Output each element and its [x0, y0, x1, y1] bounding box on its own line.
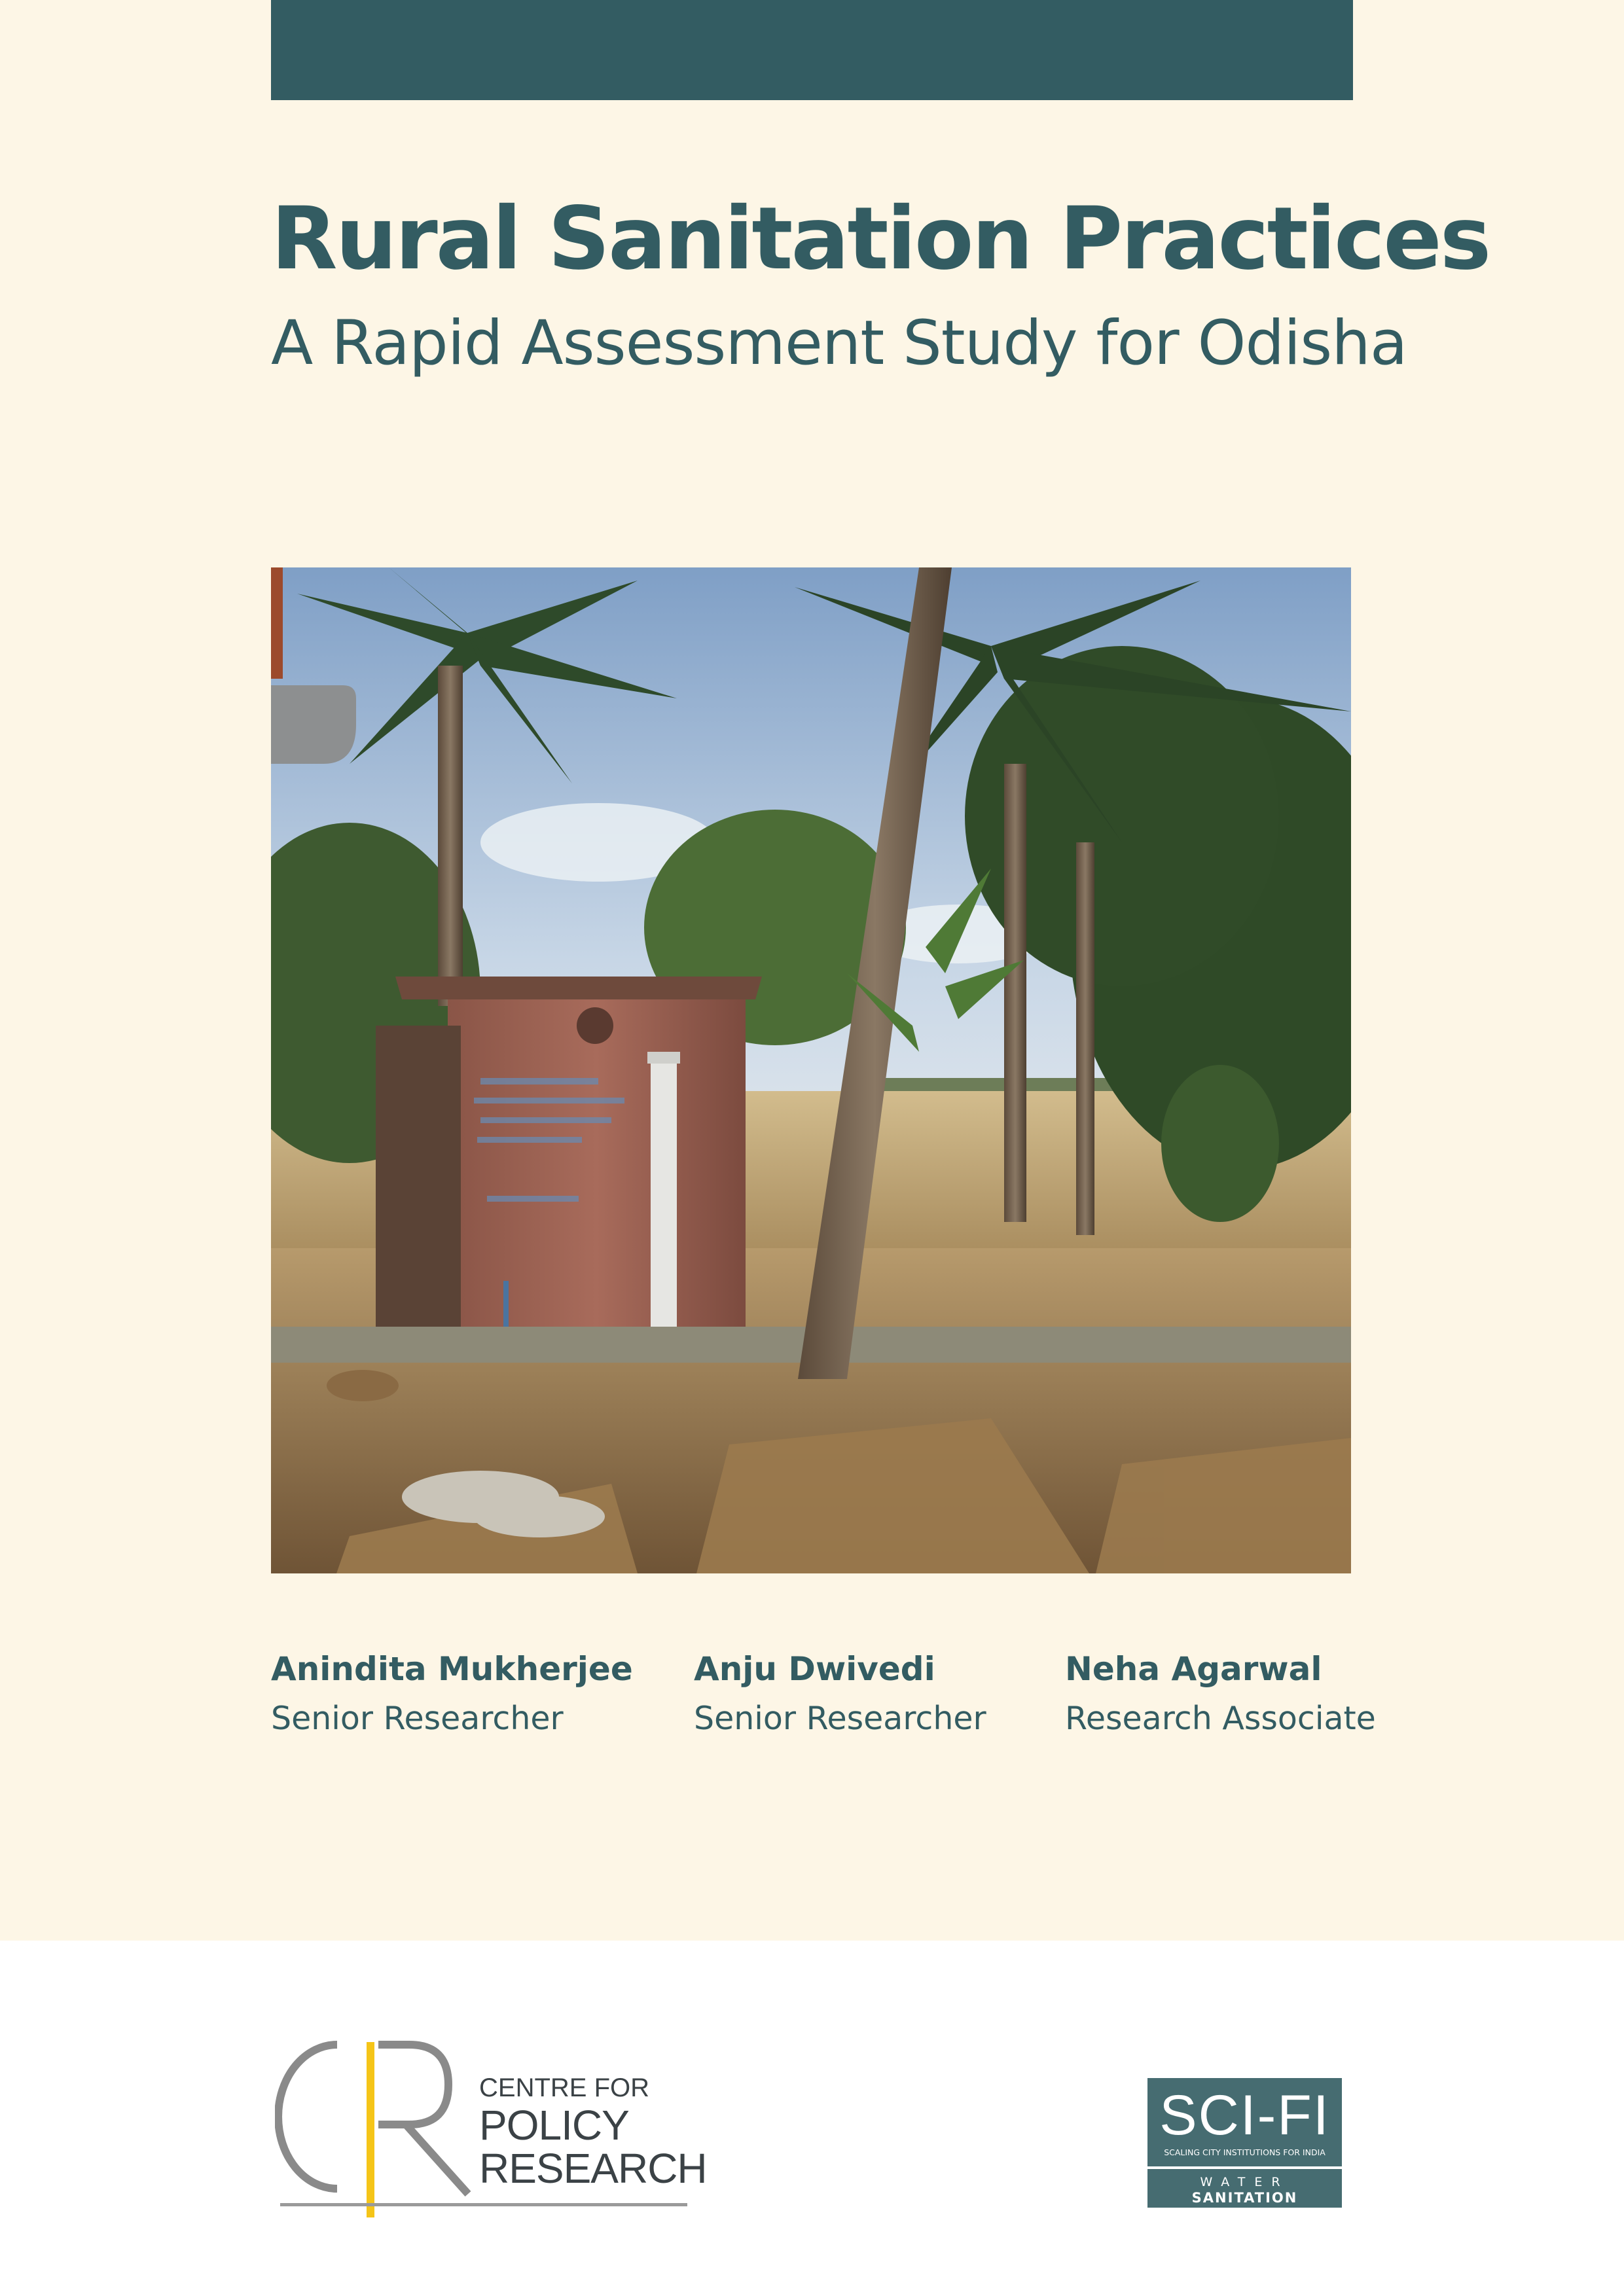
authors-section [271, 1644, 1376, 1749]
scifi-logo [1147, 2078, 1342, 2208]
author-role: Research Associate [1065, 1700, 1376, 1737]
author-1 [271, 1644, 633, 1744]
scifi-title: SCI-FI [1159, 2084, 1330, 2147]
scifi-water: WATER [1200, 2175, 1290, 2189]
report-title: Rural Sanitation Practices [271, 188, 1490, 289]
top-color-bar [271, 0, 1353, 100]
author-3 [1065, 1644, 1376, 1744]
cpr-wordmark [479, 2075, 707, 2190]
cover-photo [271, 567, 1351, 1573]
author-2 [694, 1644, 986, 1744]
scifi-tagline: SCALING CITY INSTITUTIONS FOR INDIA [1164, 2147, 1326, 2157]
scifi-top-block [1147, 2078, 1342, 2166]
author-name: Neha Agarwal [1065, 1650, 1322, 1688]
cpr-line-2: POLICY [479, 2102, 629, 2149]
author-role: Senior Researcher [694, 1700, 986, 1737]
author-name: Anju Dwivedi [694, 1650, 935, 1688]
cpr-logo [275, 2036, 707, 2219]
scifi-sanitation: SANITATION [1191, 2190, 1298, 2206]
author-name: Anindita Mukherjee [271, 1650, 633, 1688]
author-role: Senior Researcher [271, 1700, 564, 1737]
report-subtitle: A Rapid Assessment Study for Odisha [271, 308, 1407, 379]
cpr-line-3: RESEARCH [479, 2145, 707, 2192]
cpr-line-1: CENTRE FOR [479, 2073, 649, 2102]
